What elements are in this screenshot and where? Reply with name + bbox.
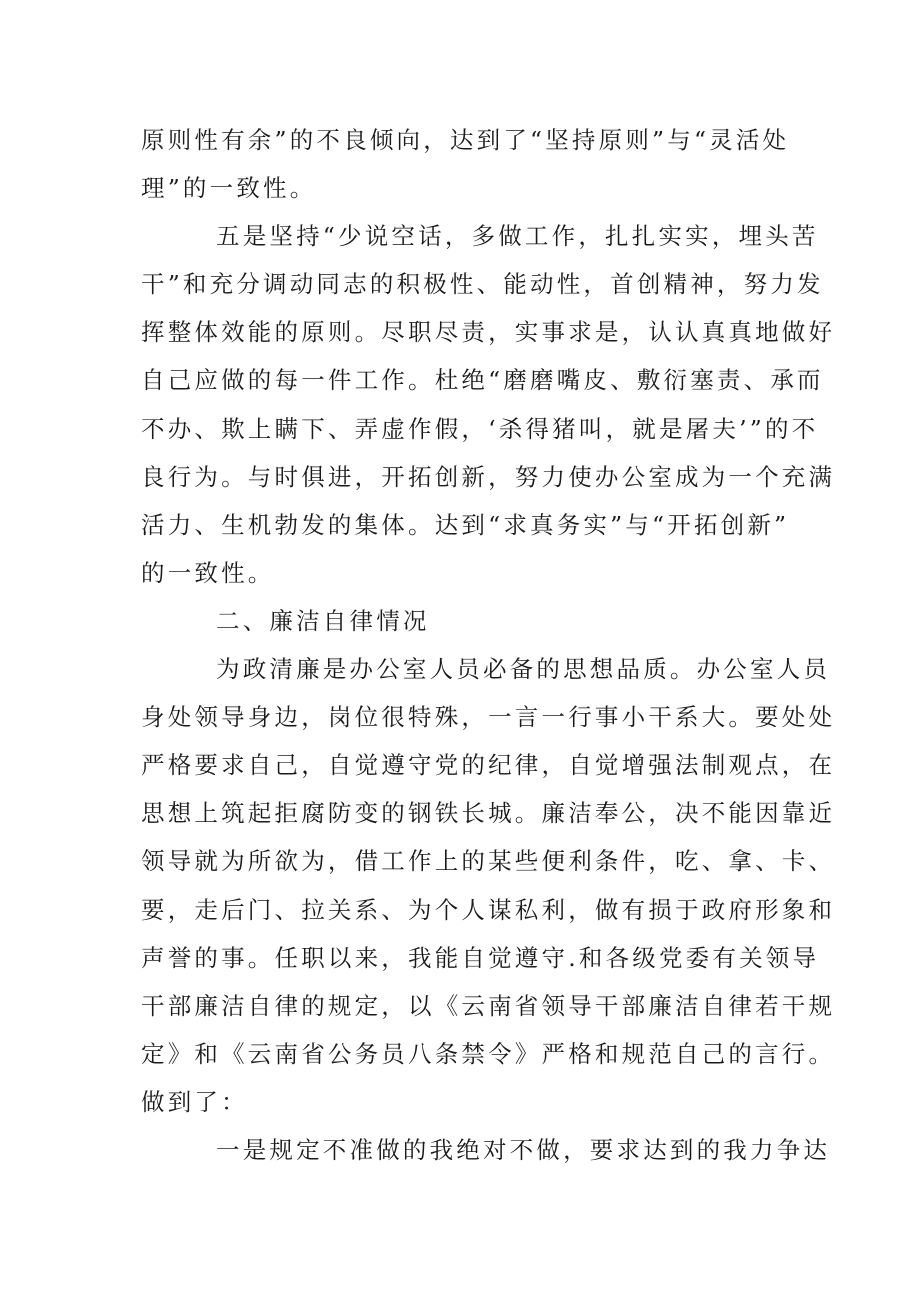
text-line: 挥整体效能的原则。尽职尽责，实事求是，认认真真地做好 xyxy=(141,318,836,347)
text-line: 身处领导身边，岗位很特殊，一言一行事小干系大。要处处 xyxy=(141,703,836,732)
text-line: 声誉的事。任职以来，我能自觉遵守.和各级党委有关领导 xyxy=(141,943,820,972)
text-line: 五是坚持“少说空话，多做工作，扎扎实实，埋头苦 xyxy=(216,222,819,251)
text-line: 二、廉洁自律情况 xyxy=(216,606,430,635)
text-line: 要，走后门、拉关系、为个人谋私利，做有损于政府形象和 xyxy=(141,895,836,924)
text-line: 自己应做的每一件工作。杜绝“磨磨嘴皮、敷衍塞责、承而 xyxy=(141,366,824,395)
text-line: 干部廉洁自律的规定，以《云南省领导干部廉洁自律若干规 xyxy=(141,991,836,1020)
text-line: 干”和充分调动同志的积极性、能动性，首创精神，努力发 xyxy=(141,270,824,299)
text-line: 做到了： xyxy=(141,1087,248,1116)
text-line: 的一致性。 xyxy=(141,558,275,587)
text-line: 为政清廉是办公室人员必备的思想品质。办公室人员 xyxy=(216,655,831,684)
text-line: 一是规定不准做的我绝对不做，要求达到的我力争达 xyxy=(216,1135,831,1164)
text-line: 活力、生机勃发的集体。达到“求真务实”与“开拓创新” xyxy=(141,510,790,539)
text-line: 不办、欺上瞒下、弄虚作假，‘杀得猪叫，就是屠夫’”的不 xyxy=(141,414,819,443)
text-line: 原则性有余”的不良倾向，达到了“坚持原则”与“灵活处 xyxy=(141,126,790,154)
text-line: 定》和《云南省公务员八条禁令》严格和规范自己的言行。 xyxy=(141,1039,836,1068)
text-line: 领导就为所欲为，借工作上的某些便利条件，吃、拿、卡、 xyxy=(141,847,836,876)
text-line: 思想上筑起拒腐防变的钢铁长城。廉洁奉公，决不能因靠近 xyxy=(141,799,836,828)
text-line: 理”的一致性。 xyxy=(141,174,317,203)
text-line: 良行为。与时俱进，开拓创新，努力使办公室成为一个充满 xyxy=(141,462,836,491)
document-body xyxy=(141,116,836,1174)
text-line: 严格要求自己，自觉遵守党的纪律，自觉增强法制观点，在 xyxy=(141,751,836,780)
